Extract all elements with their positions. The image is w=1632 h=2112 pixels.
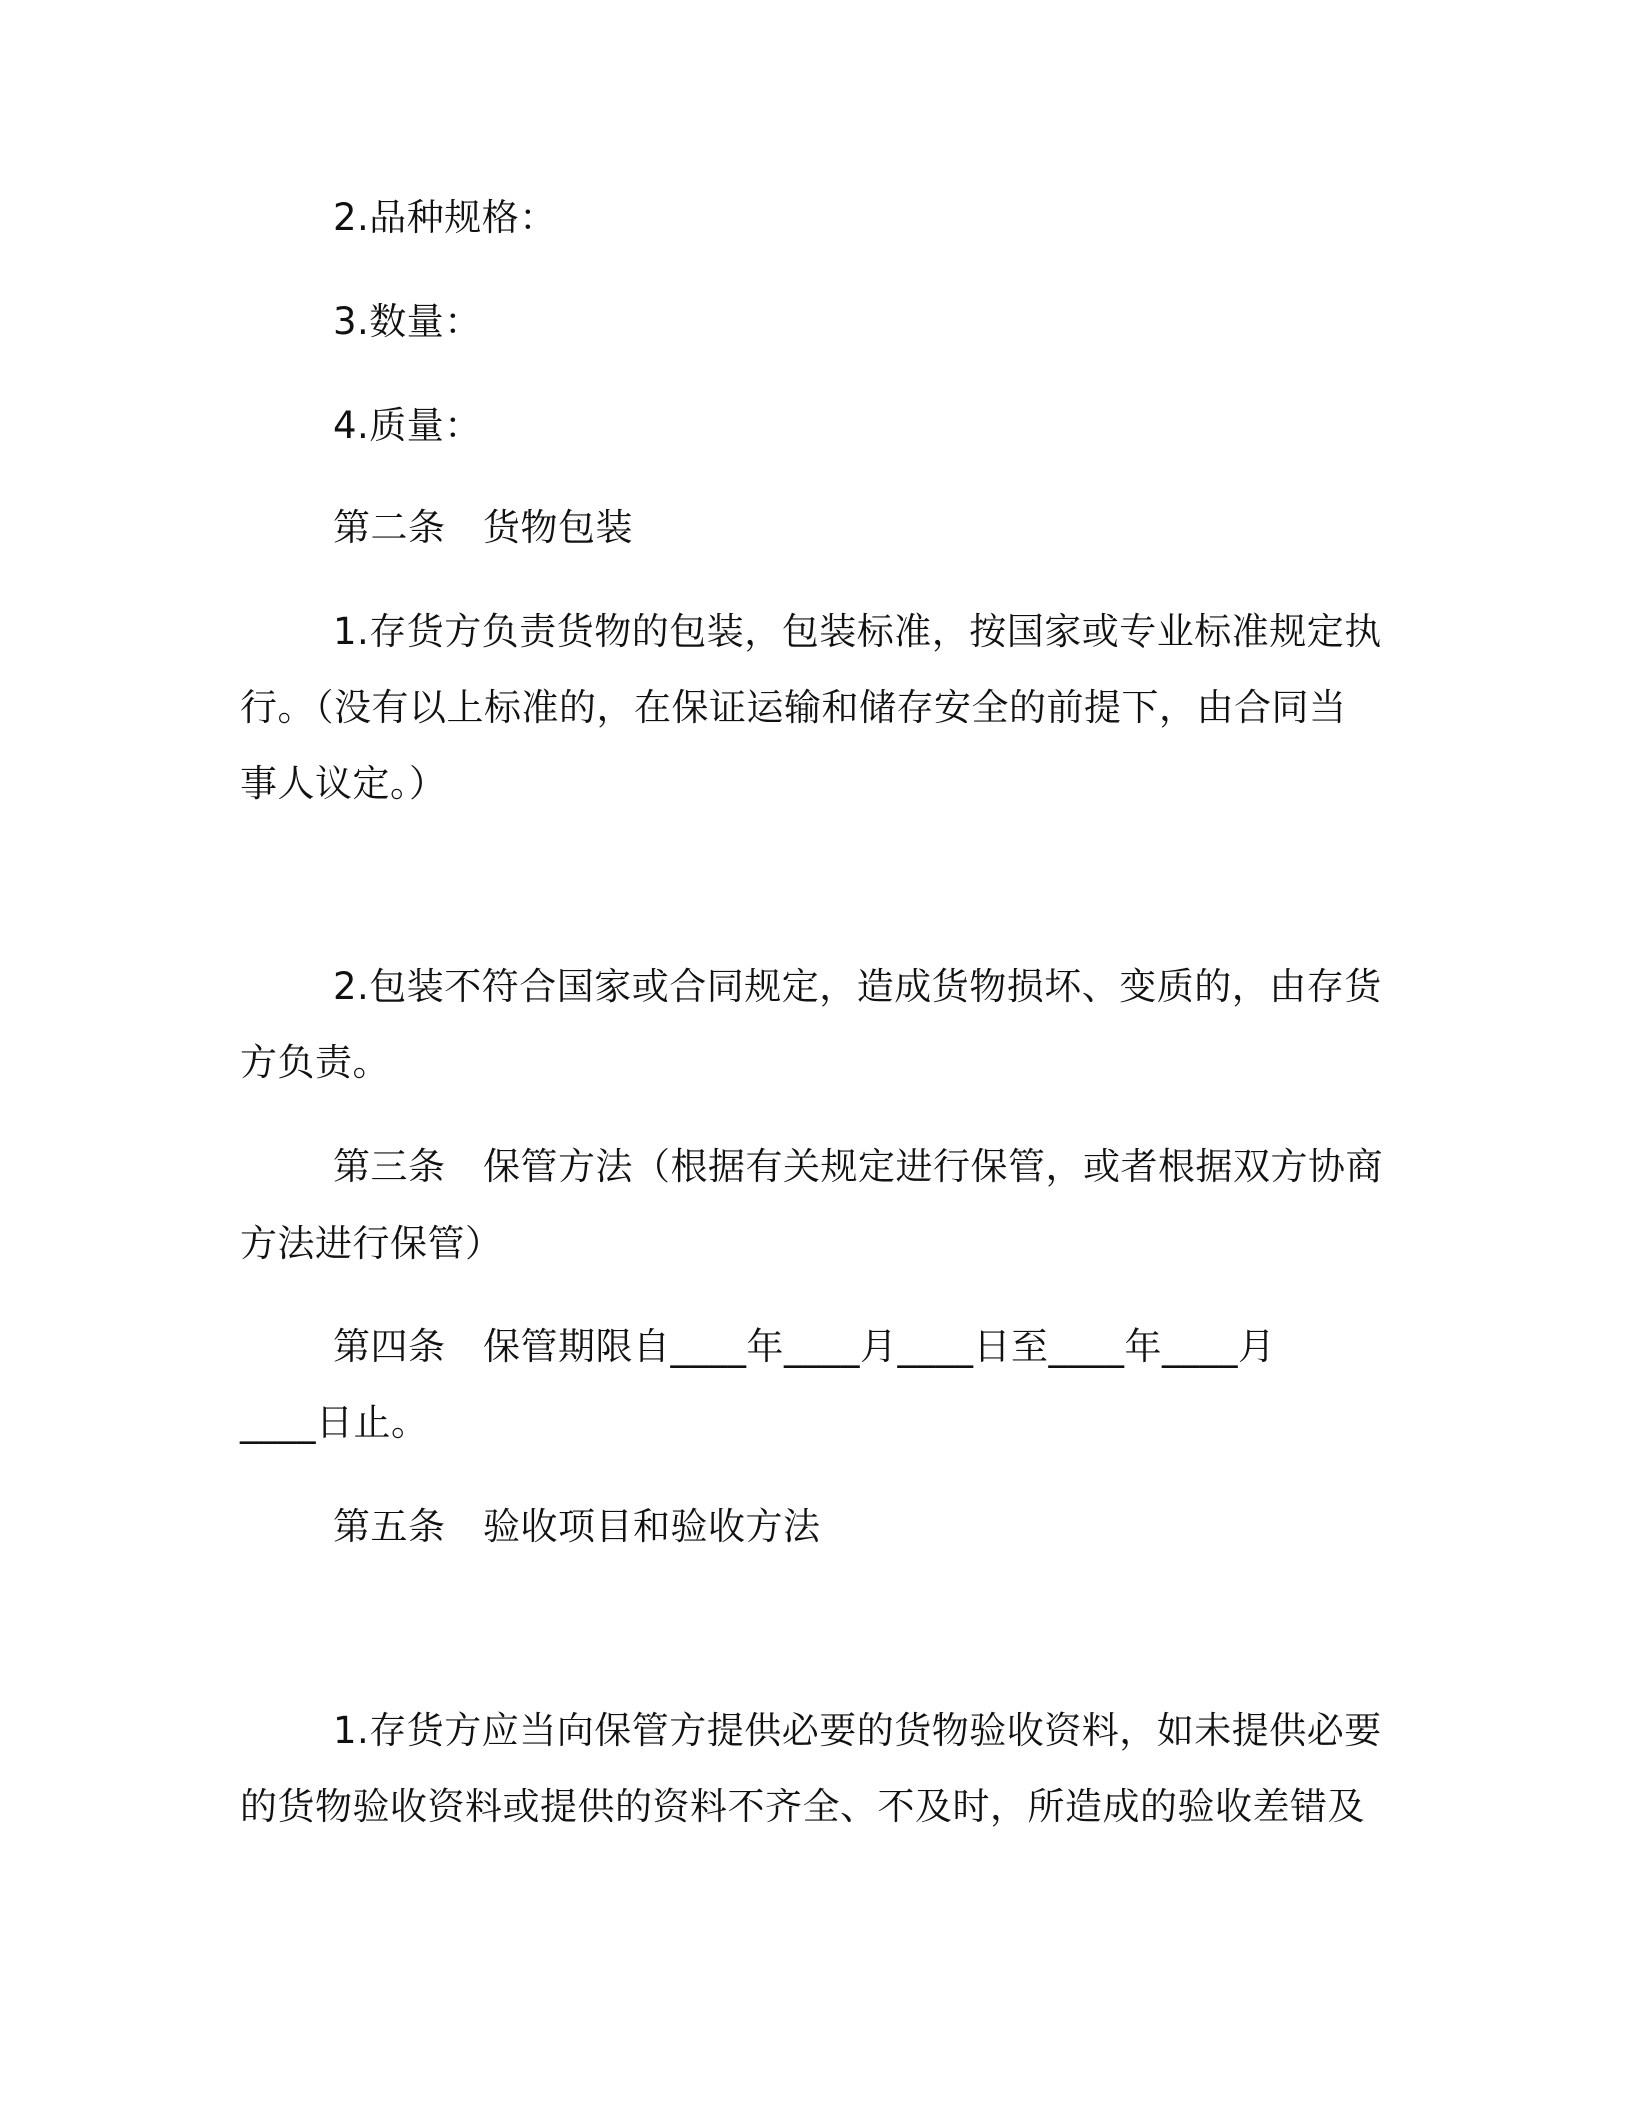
article-3-line-2: 方法进行保管）	[240, 1222, 503, 1265]
article-2-heading: 第二条 货物包装	[333, 506, 633, 549]
item-quantity: 3.数量：	[333, 300, 482, 343]
article-4-line-1: 第四条 保管期限自____年____月____日至____年____月	[333, 1325, 1276, 1368]
article-5-clause-1-line-1: 1.存货方应当向保管方提供必要的货物验收资料，如未提供必要	[333, 1709, 1382, 1752]
article-2-clause-2-line-1: 2.包装不符合国家或合同规定，造成货物损坏、变质的，由存货	[333, 965, 1382, 1008]
item-quality: 4.质量：	[333, 404, 482, 447]
item-variety-spec: 2.品种规格：	[333, 196, 557, 239]
article-2-clause-1-line-3: 事人议定。）	[240, 762, 447, 805]
article-5-heading: 第五条 验收项目和验收方法	[333, 1505, 821, 1548]
article-2-clause-1-line-1: 1.存货方负责货物的包装，包装标准，按国家或专业标准规定执	[333, 610, 1382, 653]
article-4-line-2: ____日止。	[240, 1401, 429, 1444]
article-2-clause-2-line-2: 方负责。	[240, 1041, 390, 1084]
article-5-clause-1-line-2: 的货物验收资料或提供的资料不齐全、不及时，所造成的验收差错及	[240, 1785, 1365, 1828]
article-2-clause-1-line-2: 行。（没有以上标准的，在保证运输和储存安全的前提下，由合同当	[240, 686, 1347, 729]
article-3-line-1: 第三条 保管方法（根据有关规定进行保管，或者根据双方协商	[333, 1145, 1383, 1188]
